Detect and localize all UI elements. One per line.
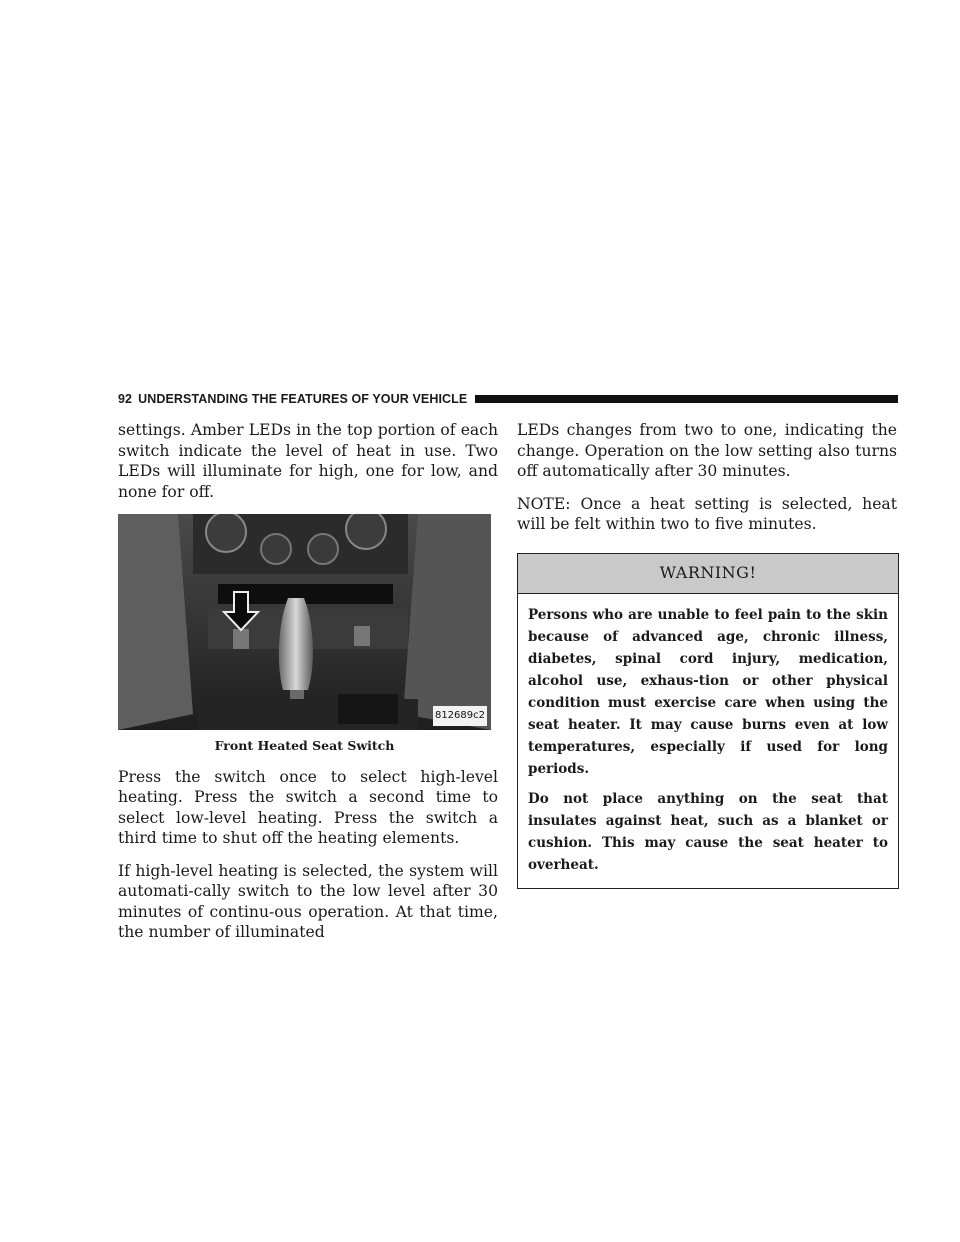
warning-paragraph: Do not place anything on the seat that insulates against heat, such as a blanket or cushion. This may cause the seat heater to overheat. [528,791,888,873]
header-rule [475,395,898,403]
paragraph: settings. Amber LEDs in the top portion of each switch indicate the level of heat in use. Two LEDs will illuminate for high, one for low, and none for off. [118,421,498,501]
section-title: UNDERSTANDING THE FEATURES OF YOUR VEHICLE [138,392,468,406]
page-number: 92 [118,392,133,406]
paragraph: Press the switch once to select high-level heating. Press the switch a second time to select low-level heating. Press the switch a third time to shut off the heating elements. [118,767,498,847]
warning-box [517,553,899,890]
seat-switch-photo [118,514,491,730]
paragraph: LEDs changes from two to one, indicating the change. Operation on the low setting also turns off automatically after 30 minutes. [517,421,897,480]
figure-caption: Front Heated Seat Switch [214,738,395,753]
right-column [517,420,897,889]
console-illustration [118,514,491,730]
left-column [118,420,498,955]
warning-title: WARNING! [518,554,898,595]
note-paragraph [517,494,897,535]
paragraph: If high-level heating is selected, the system will automati-cally switch to the low level after 30 minutes of continu-ous operation. At that time, the number of illuminated [118,861,498,941]
warning-paragraph: Persons who are unable to feel pain to the skin because of advanced age, chronic illness, diabetes, spinal cord injury, medication, alcohol use, exhaus-tion or other physical condition must exercise care when using the seat heater. It may cause burns even at low temperatures, especially if used for long periods. [528,607,888,777]
note-text: Once a heat setting is selected, heat will be felt within two to five minutes. [517,494,897,533]
page-header [118,390,898,408]
figure-code: 812689c2 [433,706,487,727]
warning-body [518,594,898,888]
note-label: NOTE: [517,494,571,513]
